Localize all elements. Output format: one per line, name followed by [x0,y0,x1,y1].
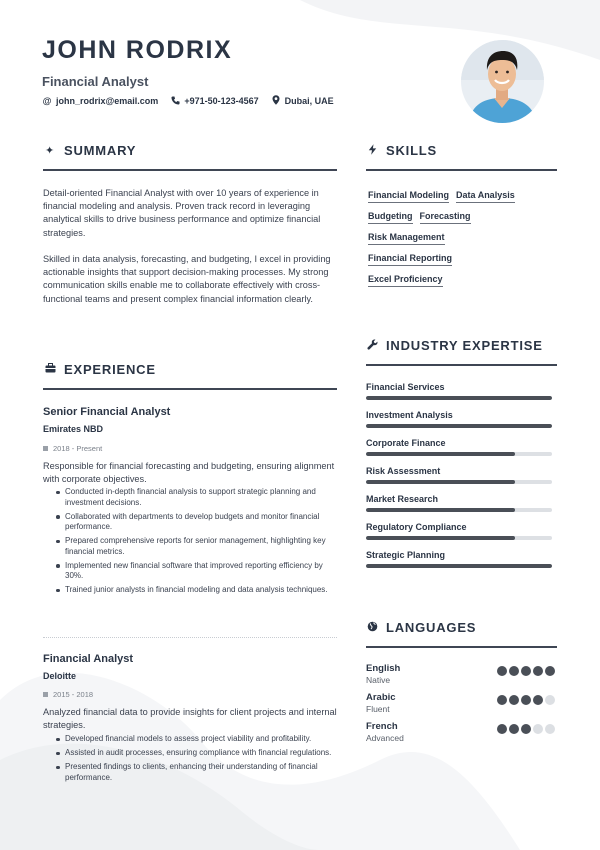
expertise-bar-fill [366,396,552,400]
contact-phone[interactable] [170,95,258,107]
rating-dot-filled [509,724,519,734]
job-1-dates [43,444,102,453]
language-rating [497,695,555,705]
rating-dot-filled [533,695,543,705]
rating-dot-filled [521,666,531,676]
phone-text: +971-50-123-4567 [184,96,259,106]
rating-dot-filled [509,666,519,676]
expertise-bar-track [366,452,552,456]
skill-tag: Data Analysis [456,190,515,203]
rating-dot-empty [533,724,543,734]
expertise-label: Regulatory Compliance [366,522,467,532]
calendar-icon [43,446,48,451]
job-1-position: Senior Financial Analyst [43,406,171,418]
language-name: Arabic [366,692,396,703]
skill-tag: Forecasting [420,211,471,224]
skill-tag: Excel Proficiency [368,274,443,287]
expertise-bar-track [366,536,552,540]
language-name: French [366,721,398,732]
lightning-icon [366,144,378,158]
language-item [366,692,556,714]
list-item: Assisted in audit processes, ensuring compliance with financial regulations. [55,748,335,759]
expertise-item [366,494,552,512]
job-separator [43,637,337,638]
job-2-bullets [55,734,335,787]
skill-tag: Budgeting [368,211,413,224]
expertise-divider [366,364,557,366]
skills-heading-text: SKILLS [386,143,438,158]
location-pin-icon [271,95,281,107]
expertise-bar-track [366,508,552,512]
expertise-label: Financial Services [366,382,445,392]
summary-divider [43,169,337,171]
sparkle-icon: ✦ [44,145,56,157]
expertise-bar-fill [366,452,515,456]
summary-paragraph-1: Detail-oriented Financial Analyst with over 10 years of experience in financial modeling and analysis. Proven track record in leveraging analytical skills to drive business performance and optimize financial strategies. [43,188,321,238]
language-rating [497,724,555,734]
contact-email[interactable] [42,95,158,107]
skills-heading [366,143,437,158]
expertise-item [366,550,552,568]
skill-tag: Financial Modeling [368,190,449,203]
job-1-company: Emirates NBD [43,424,104,434]
skill-row [368,253,558,266]
skills-divider [366,169,557,171]
languages-divider [366,646,557,648]
at-icon: @ [42,96,52,106]
expertise-label: Investment Analysis [366,410,453,420]
rating-dot-empty [545,695,555,705]
skill-tag: Financial Reporting [368,253,452,266]
expertise-item [366,466,552,484]
job-1-bullets [55,487,335,599]
list-item: Prepared comprehensive reports for senior management, highlighting key financial metrics. [55,536,335,557]
expertise-item [366,382,552,400]
rating-dot-filled [497,666,507,676]
job-2-dates [43,690,93,699]
expertise-bar-fill [366,564,552,568]
summary-heading-text: SUMMARY [64,143,137,158]
rating-dot-filled [521,695,531,705]
job-2-description: Analyzed financial data to provide insights for client projects and internal strategies. [43,707,337,730]
expertise-item [366,438,552,456]
skill-tag: Risk Management [368,232,445,245]
summary-heading [44,143,136,158]
language-item [366,663,556,685]
wrench-icon [366,339,378,353]
expertise-item [366,410,552,428]
languages-heading [366,620,476,635]
rating-dot-filled [497,695,507,705]
expertise-bar-track [366,564,552,568]
skill-row [368,211,558,224]
job-2-dates-text: 2015 - 2018 [53,690,94,699]
location-text: Dubai, UAE [284,96,334,106]
list-item: Developed financial models to assess project viability and profitability. [55,734,335,745]
languages-heading-text: LANGUAGES [386,620,477,635]
email-text: john_rodrix@email.com [56,96,159,106]
calendar-icon [43,692,48,697]
skills-list [368,190,558,295]
expertise-bar-fill [366,480,515,484]
expertise-bar-fill [366,536,515,540]
language-item [366,721,556,743]
list-item: Presented findings to clients, enhancing their understanding of financial performance. [55,762,335,783]
list-item: Conducted in-depth financial analysis to support strategic planning and investment decisions. [55,487,335,508]
skill-row [368,232,558,245]
language-rating [497,666,555,676]
expertise-heading [366,338,543,353]
globe-icon [366,621,378,635]
experience-heading [44,362,156,377]
contact-location [271,95,334,107]
experience-divider [43,388,337,390]
skill-row [368,190,558,203]
candidate-title: Financial Analyst [42,74,149,89]
summary-paragraph-2: Skilled in data analysis, forecasting, and budgeting, I excel in providing actionable insights that support decision-making processes. My strong communication skills enable me to collaborate effectively with cross-functional teams and present complex financial information clearly. [43,254,331,304]
language-level: Native [366,675,391,685]
expertise-item [366,522,552,540]
expertise-label: Corporate Finance [366,438,446,448]
skill-row [368,274,558,287]
language-name: English [366,663,401,674]
phone-icon [170,96,180,107]
list-item: Implemented new financial software that improved reporting efficiency by 30%. [55,561,335,582]
rating-dot-filled [545,666,555,676]
expertise-bar-fill [366,508,515,512]
expertise-heading-text: INDUSTRY EXPERTISE [386,338,543,353]
job-2-company: Deloitte [43,671,77,681]
job-1-description: Responsible for financial forecasting and budgeting, ensuring alignment with corporate objectives. [43,461,335,484]
expertise-bar-track [366,396,552,400]
language-level: Fluent [366,704,390,714]
list-item: Collaborated with departments to develop budgets and monitor financial performance. [55,512,335,533]
rating-dot-filled [497,724,507,734]
rating-dot-filled [509,695,519,705]
expertise-bar-track [366,424,552,428]
briefcase-icon [44,363,56,376]
job-2-position: Financial Analyst [43,653,134,665]
experience-heading-text: EXPERIENCE [64,362,156,377]
language-level: Advanced [366,733,404,743]
contact-info [42,95,334,107]
list-item: Trained junior analysts in financial modeling and data analysis techniques. [55,585,335,596]
rating-dot-filled [533,666,543,676]
expertise-label: Strategic Planning [366,550,446,560]
profile-photo [461,40,544,123]
expertise-label: Risk Assessment [366,466,441,476]
job-1-dates-text: 2018 - Present [53,444,103,453]
expertise-bar-track [366,480,552,484]
rating-dot-empty [545,724,555,734]
expertise-bar-fill [366,424,552,428]
candidate-name: JOHN RODRIX [42,36,233,64]
expertise-label: Market Research [366,494,439,504]
rating-dot-filled [521,724,531,734]
